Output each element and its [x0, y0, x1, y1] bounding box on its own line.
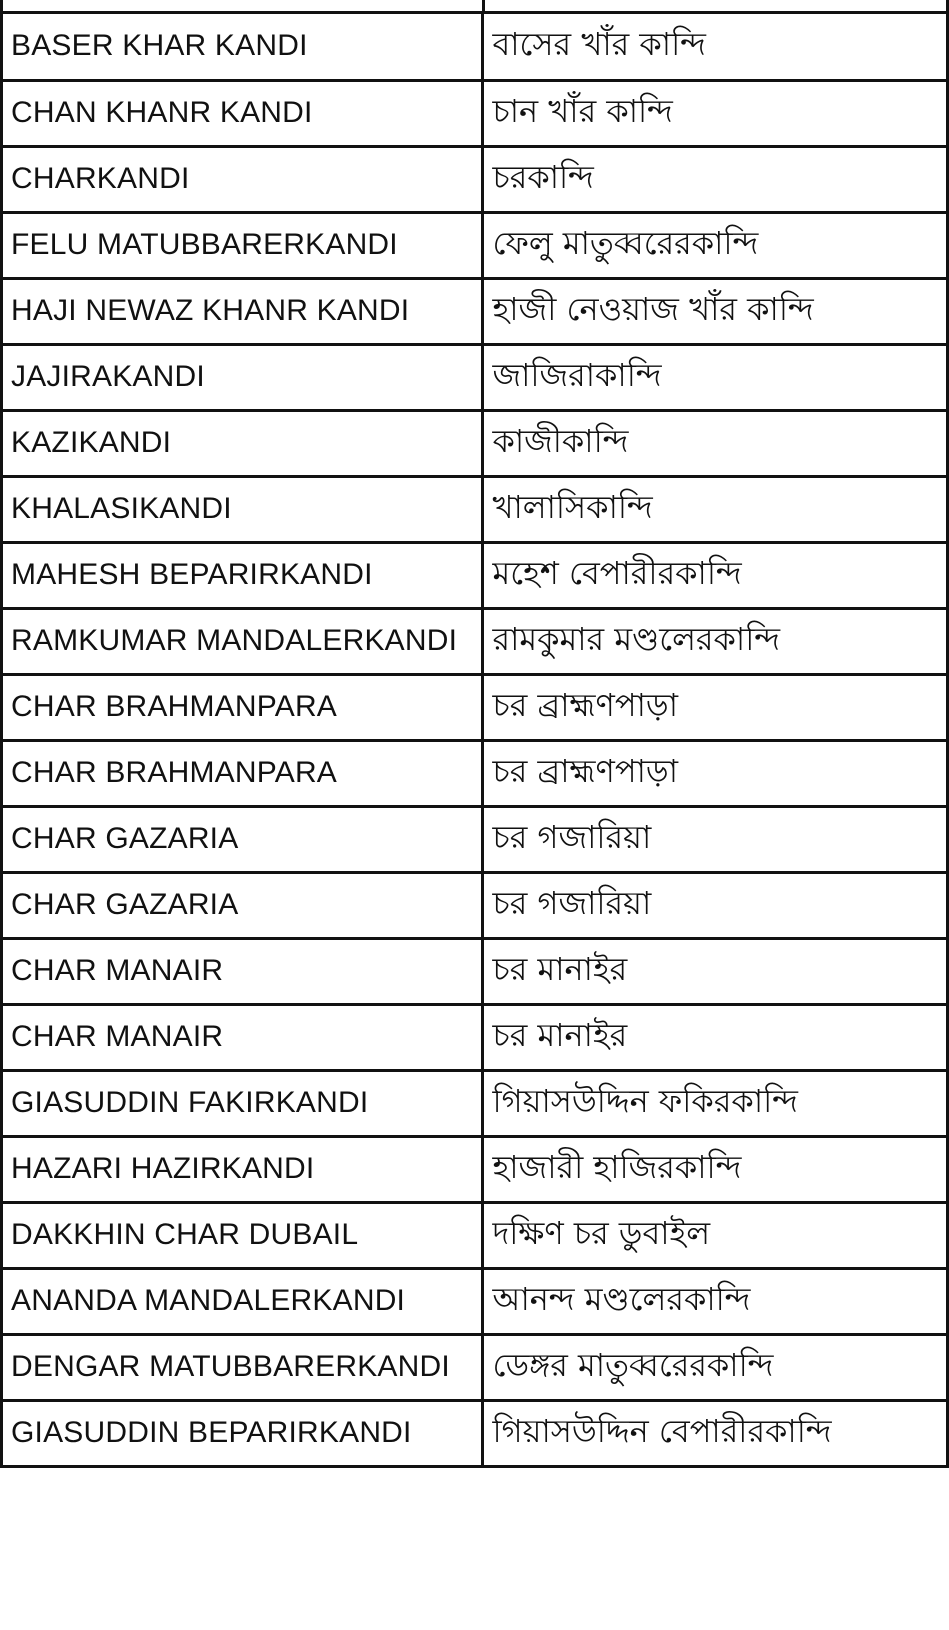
bengali-name-cell: কাজীকান্দি [483, 410, 948, 476]
table-row [2, 212, 948, 278]
bengali-name-cell: হাজী নেওয়াজ খাঁর কান্দি [483, 278, 948, 344]
bengali-name-cell: ফেলু মাতুব্বরেরকান্দি [483, 212, 948, 278]
table-row [2, 740, 948, 806]
english-name-cell: HAZARI HAZIRKANDI [2, 1136, 483, 1202]
bengali-name-cell: দক্ষিণ চর ডুবাইল [483, 1202, 948, 1268]
english-name-cell: BASER KHAR KANDI [2, 14, 483, 80]
english-name-cell: CHAR MANAIR [2, 1004, 483, 1070]
english-name-cell: DENGAR MATUBBARERKANDI [2, 1334, 483, 1400]
table-row [2, 608, 948, 674]
bengali-name-cell: রামকুমার মণ্ডলেরকান্দি [483, 608, 948, 674]
english-name-cell: FELU MATUBBARERKANDI [2, 212, 483, 278]
bengali-name-cell: হাজারী হাজিরকান্দি [483, 1136, 948, 1202]
table-row [2, 674, 948, 740]
bengali-name-cell: চর মানাইর [483, 938, 948, 1004]
table-row [2, 1400, 948, 1466]
bengali-name-cell: মহেশ বেপারীরকান্দি [483, 542, 948, 608]
english-name-cell: CHAR BRAHMANPARA [2, 674, 483, 740]
english-name-cell: DAKKHIN CHAR DUBAIL [2, 1202, 483, 1268]
bengali-name-cell: খালাসিকান্দি [483, 476, 948, 542]
bengali-name-cell: চর গজারিয়া [483, 872, 948, 938]
english-name-cell: CHAN KHANR KANDI [2, 80, 483, 146]
english-name-cell: KHALASIKANDI [2, 476, 483, 542]
village-names-table [0, 14, 949, 1468]
bengali-name-cell: জাজিরাকান্দি [483, 344, 948, 410]
bengali-name-cell: গিয়াসউদ্দিন ফকিরকান্দি [483, 1070, 948, 1136]
table-row [2, 80, 948, 146]
english-name-cell: GIASUDDIN BEPARIRKANDI [2, 1400, 483, 1466]
english-name-cell: KAZIKANDI [2, 410, 483, 476]
english-name-cell: CHAR GAZARIA [2, 872, 483, 938]
english-name-cell: JAJIRAKANDI [2, 344, 483, 410]
english-name-cell: HAJI NEWAZ KHANR KANDI [2, 278, 483, 344]
english-name-cell: CHAR BRAHMANPARA [2, 740, 483, 806]
bengali-name-cell: গিয়াসউদ্দিন বেপারীরকান্দি [483, 1400, 948, 1466]
table-row [2, 410, 948, 476]
bengali-name-cell: চান খাঁর কান্দি [483, 80, 948, 146]
table-row [2, 278, 948, 344]
table-row [2, 938, 948, 1004]
table-row [2, 1334, 948, 1400]
english-name-cell: RAMKUMAR MANDALERKANDI [2, 608, 483, 674]
english-name-cell: MAHESH BEPARIRKANDI [2, 542, 483, 608]
table-row [2, 146, 948, 212]
bengali-name-cell: চর ব্রাহ্মণপাড়া [483, 740, 948, 806]
bengali-name-cell: আনন্দ মণ্ডলেরকান্দি [483, 1268, 948, 1334]
table-row [2, 1070, 948, 1136]
bengali-name-cell: চর মানাইর [483, 1004, 948, 1070]
bengali-name-cell: চর গজারিয়া [483, 806, 948, 872]
table-row [2, 1268, 948, 1334]
table-row [2, 872, 948, 938]
table-row [2, 542, 948, 608]
bengali-name-cell: বাসের খাঁর কান্দি [483, 14, 948, 80]
table-row [2, 476, 948, 542]
english-name-cell: CHAR GAZARIA [2, 806, 483, 872]
cut-off-previous-row [0, 0, 949, 14]
english-name-cell: GIASUDDIN FAKIRKANDI [2, 1070, 483, 1136]
bengali-name-cell: চরকান্দি [483, 146, 948, 212]
bengali-name-cell: চর ব্রাহ্মণপাড়া [483, 674, 948, 740]
table-row [2, 344, 948, 410]
english-name-cell: CHAR MANAIR [2, 938, 483, 1004]
table-row [2, 806, 948, 872]
village-rows [2, 14, 948, 1466]
table-row [2, 1136, 948, 1202]
table-row [2, 14, 948, 80]
table-row [2, 1004, 948, 1070]
english-name-cell: CHARKANDI [2, 146, 483, 212]
table-row [2, 1202, 948, 1268]
english-name-cell: ANANDA MANDALERKANDI [2, 1268, 483, 1334]
bengali-name-cell: ডেঙ্গর মাতুব্বরেরকান্দি [483, 1334, 948, 1400]
